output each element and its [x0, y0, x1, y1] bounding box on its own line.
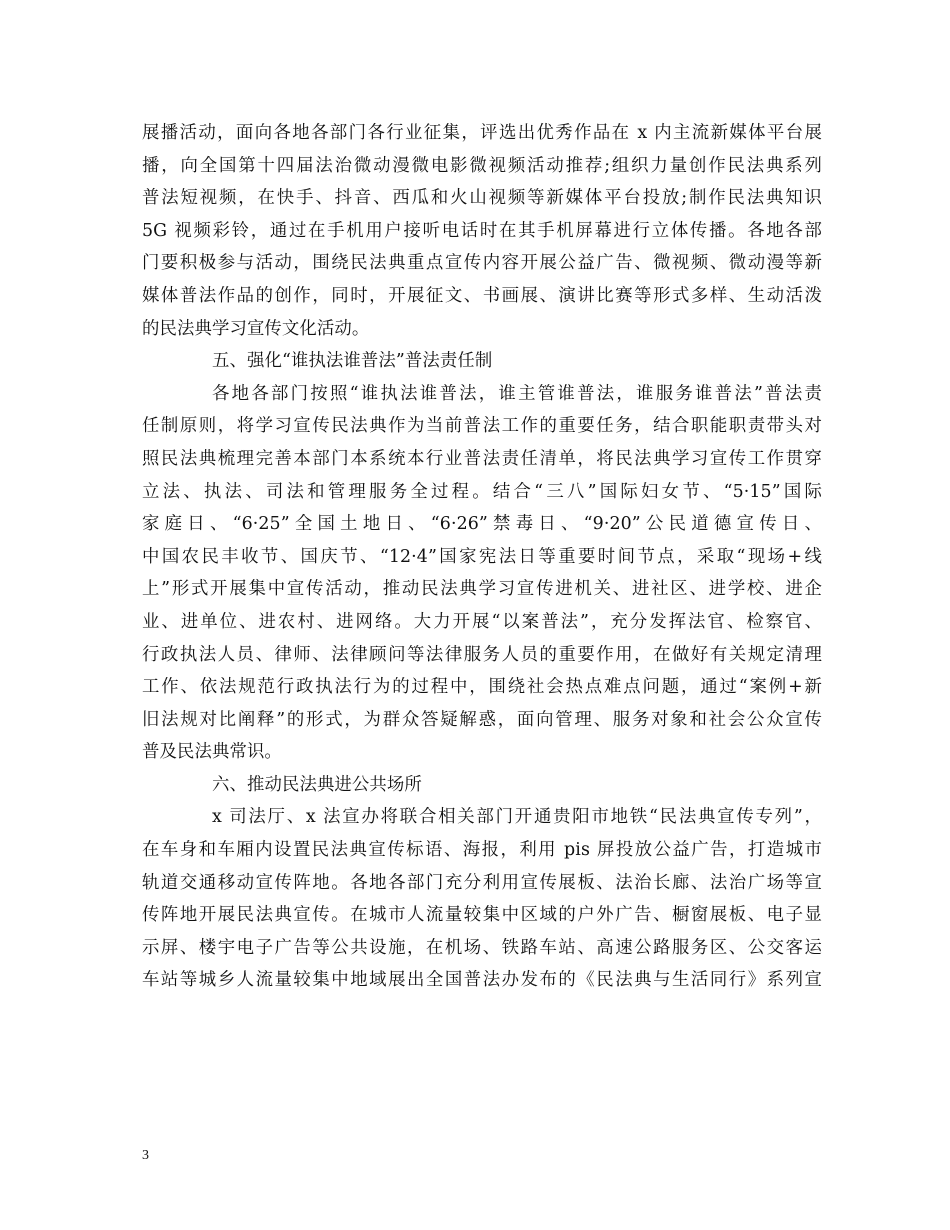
text-line: 轨道交通移动宣传阵地。各地各部门充分利用宣传展板、法治长廊、法治广场等宣 — [142, 872, 822, 893]
text-line: 任制原则，将学习宣传民法典作为当前普法工作的重要任务，结合职能职责带头对 — [142, 416, 822, 437]
text-line: 家庭日、“6·25”全国土地日、“6·26”禁毒日、“9·20”公民道德宣传日、 — [142, 514, 822, 535]
text-line: 上”形式开展集中宣传活动，推动民法典学习宣传进机关、进社区、进学校、进企 — [142, 579, 822, 600]
text-line: 立法、执法、司法和管理服务全过程。结合“三八”国际妇女节、“5·15”国际 — [142, 481, 822, 502]
text-line: 普法短视频，在快手、抖音、西瓜和火山视频等新媒体平台投放;制作民法典知识 — [142, 188, 822, 209]
section-heading: 五、强化“谁执法谁普法”普法责任制 — [212, 351, 493, 372]
text-line: 门要积极参与活动，围绕民法典重点宣传内容开展公益广告、微视频、微动漫等新 — [142, 253, 822, 274]
section-heading: 六、推动民法典进公共场所 — [212, 774, 422, 795]
text-line: 各地各部门按照“谁执法谁普法，谁主管谁普法，谁服务谁普法”普法责 — [212, 383, 822, 404]
text-line: 播，向全国第十四届法治微动漫微电影微视频活动推荐;组织力量创作民法典系列 — [142, 155, 822, 176]
text-line: 车站等城乡人流量较集中地域展出全国普法办发布的《民法典与生活同行》系列宣 — [142, 970, 822, 991]
text-line: 展播活动，面向各地各部门各行业征集，评选出优秀作品在 x 内主流新媒体平台展 — [142, 123, 822, 143]
document-body — [142, 117, 822, 997]
text-line: 5G 视频彩铃，通过在手机用户接听电话时在其手机屏幕进行立体传播。各地各部 — [142, 220, 822, 241]
text-line: 在车身和车厢内设置民法典宣传标语、海报，利用 pis 屏投放公益广告，打造城市 — [142, 840, 822, 861]
page-number: 3 — [142, 1148, 149, 1163]
text-line: 的民法典学习宣传文化活动。 — [142, 318, 370, 339]
text-line: 业、进单位、进农村、进网络。大力开展“以案普法”，充分发挥法官、检察官、 — [142, 611, 822, 632]
text-line: 行政执法人员、律师、法律顾问等法律服务人员的重要作用，在做好有关规定清理 — [142, 644, 822, 665]
text-line: 普及民法典常识。 — [142, 742, 282, 763]
text-line: 示屏、楼宇电子广告等公共设施，在机场、铁路车站、高速公路服务区、公交客运 — [142, 937, 822, 958]
text-line: 旧法规对比阐释”的形式，为群众答疑解惑，面向管理、服务对象和社会公众宣传 — [142, 709, 822, 730]
text-line: 照民法典梳理完善本部门本系统本行业普法责任清单，将民法典学习宣传工作贯穿 — [142, 448, 822, 469]
text-line: 中国农民丰收节、国庆节、“12·4”国家宪法日等重要时间节点，采取“现场+线 — [142, 546, 822, 567]
text-line: 工作、依法规范行政执法行为的过程中，围绕社会热点难点问题，通过“案例+新 — [142, 677, 822, 698]
text-line: x 司法厅、x 法宣办将联合相关部门开通贵阳市地铁“民法典宣传专列”， — [212, 807, 822, 828]
text-line: 媒体普法作品的创作，同时，开展征文、书画展、演讲比赛等形式多样、生动活泼 — [142, 285, 822, 306]
text-line: 传阵地开展民法典宣传。在城市人流量较集中区域的户外广告、橱窗展板、电子显 — [142, 905, 822, 926]
